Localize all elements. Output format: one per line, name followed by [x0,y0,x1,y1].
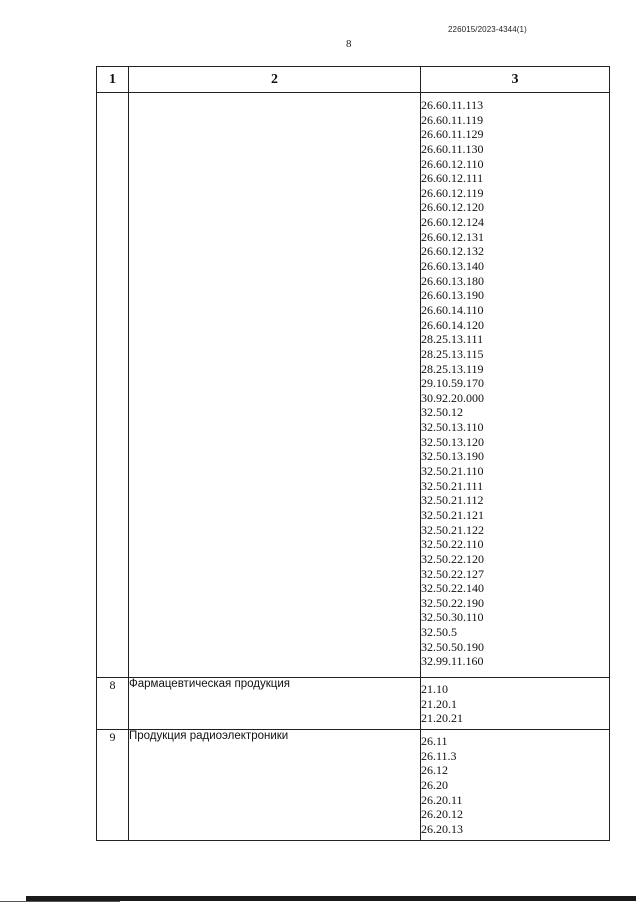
okpd-code: 32.50.22.110 [421,537,484,552]
code-list [421,93,610,678]
page-number: 8 [346,38,352,50]
codes-table [96,66,610,841]
okpd-code: 26.60.12.111 [421,171,484,186]
okpd-code: 28.25.13.115 [421,346,484,361]
okpd-code: 26.20.12 [421,807,463,822]
code-list [421,678,610,730]
okpd-code: 30.92.20.000 [421,390,484,405]
okpd-code: 26.20 [421,777,448,792]
product-name [129,93,421,678]
okpd-code: 32.50.21.111 [421,478,484,493]
okpd-code: 26.60.11.130 [421,141,484,156]
okpd-code: 32.50.22.190 [421,595,484,610]
okpd-code: 26.60.13.140 [421,259,484,274]
okpd-code: 26.60.12.132 [421,244,484,259]
okpd-code: 21.20.21 [421,711,463,726]
okpd-code: 26.11.3 [421,748,457,763]
okpd-code: 26.60.14.110 [421,302,484,317]
column-header-2: 2 [129,67,421,93]
product-name: Фармацевтическая продукция [129,678,421,730]
okpd-code: 28.25.13.119 [421,361,484,376]
bottom-scan-rule-thin [0,901,120,902]
okpd-code: 29.10.59.170 [421,376,484,391]
okpd-code: 26.20.13 [421,821,463,836]
okpd-code: 26.60.12.119 [421,185,484,200]
okpd-code: 32.50.22.127 [421,566,484,581]
okpd-code: 26.60.12.110 [421,156,484,171]
okpd-code: 32.50.21.122 [421,522,484,537]
code-list [421,730,610,841]
okpd-code: 32.50.30.110 [421,610,484,625]
okpd-code: 26.60.12.120 [421,200,484,215]
okpd-code: 28.25.13.111 [421,332,484,347]
okpd-code: 26.60.13.190 [421,288,484,303]
okpd-code: 32.50.13.110 [421,420,484,435]
okpd-code: 26.20.11 [421,792,463,807]
okpd-code: 32.50.21.110 [421,464,484,479]
okpd-code: 26.60.13.180 [421,273,484,288]
okpd-code: 26.60.11.129 [421,127,484,142]
okpd-code: 26.60.11.113 [421,98,484,112]
okpd-code: 32.50.13.190 [421,449,484,464]
okpd-code: 32.50.13.120 [421,434,484,449]
okpd-code: 32.50.22.120 [421,551,484,566]
column-header-3: 3 [421,67,610,93]
table-header-row [97,67,610,93]
okpd-code: 32.50.22.140 [421,581,484,596]
okpd-code: 32.50.21.121 [421,507,484,522]
okpd-code: 26.60.11.119 [421,112,484,127]
row-number: 9 [97,730,129,841]
table-row [97,730,610,841]
okpd-code: 32.50.50.190 [421,639,484,654]
okpd-code: 32.50.5 [421,625,457,640]
product-name: Продукция радиоэлектроники [129,730,421,841]
column-header-1: 1 [97,67,129,93]
okpd-code: 26.11 [421,734,448,748]
okpd-code: 32.50.12 [421,405,463,420]
table-row [97,678,610,730]
okpd-code: 26.12 [421,763,448,778]
document-id: 226015/2023-4344(1) [448,25,527,34]
okpd-code: 21.20.1 [421,696,457,711]
okpd-code: 26.60.12.124 [421,215,484,230]
okpd-code: 26.60.12.131 [421,229,484,244]
okpd-code: 32.99.11.160 [421,654,484,669]
table-row [97,93,610,678]
row-number: 8 [97,678,129,730]
okpd-code: 32.50.21.112 [421,493,484,508]
okpd-code: 26.60.14.120 [421,317,484,332]
row-number [97,93,129,678]
okpd-code: 21.10 [421,682,448,696]
